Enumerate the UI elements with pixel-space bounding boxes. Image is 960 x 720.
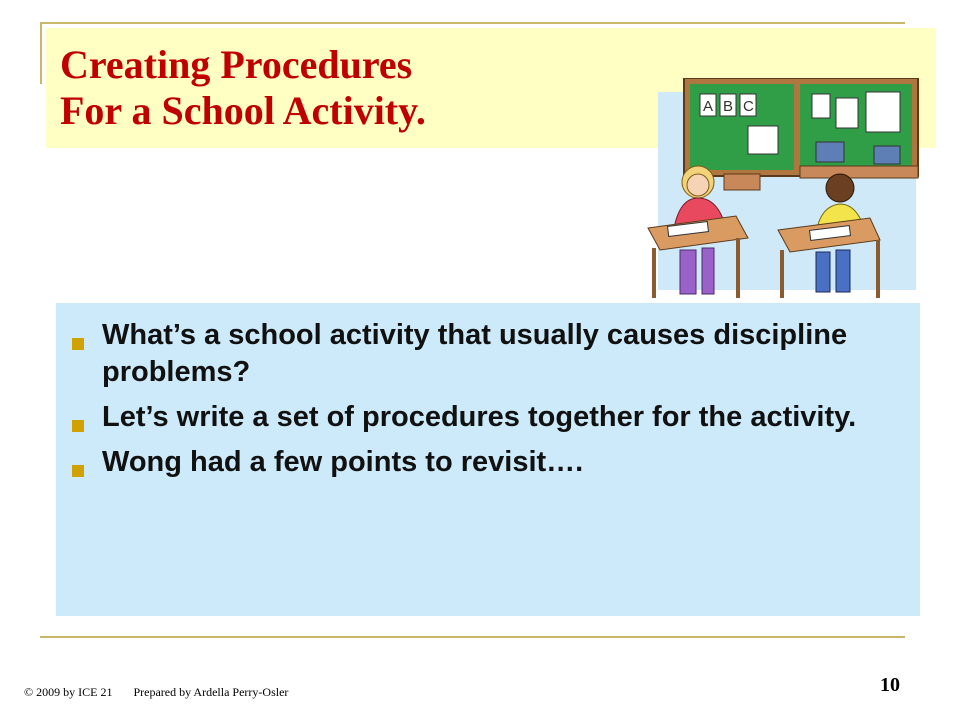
content-panel xyxy=(56,303,920,616)
bottom-rule xyxy=(40,636,905,638)
board-letter-b: B xyxy=(723,98,734,115)
bullet-text: What’s a school activity that usually causes discipline problems? xyxy=(102,319,848,388)
bullet-list xyxy=(68,317,898,489)
top-rule xyxy=(40,22,905,24)
square-bullet-icon xyxy=(72,338,84,350)
square-bullet-icon xyxy=(72,420,84,432)
footer-copyright: © 2009 by ICE 21 xyxy=(24,685,113,699)
bullet-item xyxy=(68,444,898,481)
title-line-2: For a School Activity. xyxy=(60,88,426,133)
board-letter-a: A xyxy=(703,98,714,115)
bullet-text: Wong had a few points to revisit…. xyxy=(102,446,584,478)
board-letter-c: C xyxy=(743,98,754,115)
title-line-1: Creating Procedures xyxy=(60,42,413,87)
bullet-item xyxy=(68,399,898,436)
footer xyxy=(24,685,306,700)
left-rule xyxy=(40,22,42,84)
bullet-item xyxy=(68,317,898,391)
page-number: 10 xyxy=(880,674,900,696)
square-bullet-icon xyxy=(72,465,84,477)
slide-title xyxy=(60,42,426,134)
footer-author: Prepared by Ardella Perry-Osler xyxy=(133,685,289,699)
bullet-text: Let’s write a set of procedures together for the activity. xyxy=(102,401,857,433)
classroom-clipart xyxy=(640,78,925,300)
